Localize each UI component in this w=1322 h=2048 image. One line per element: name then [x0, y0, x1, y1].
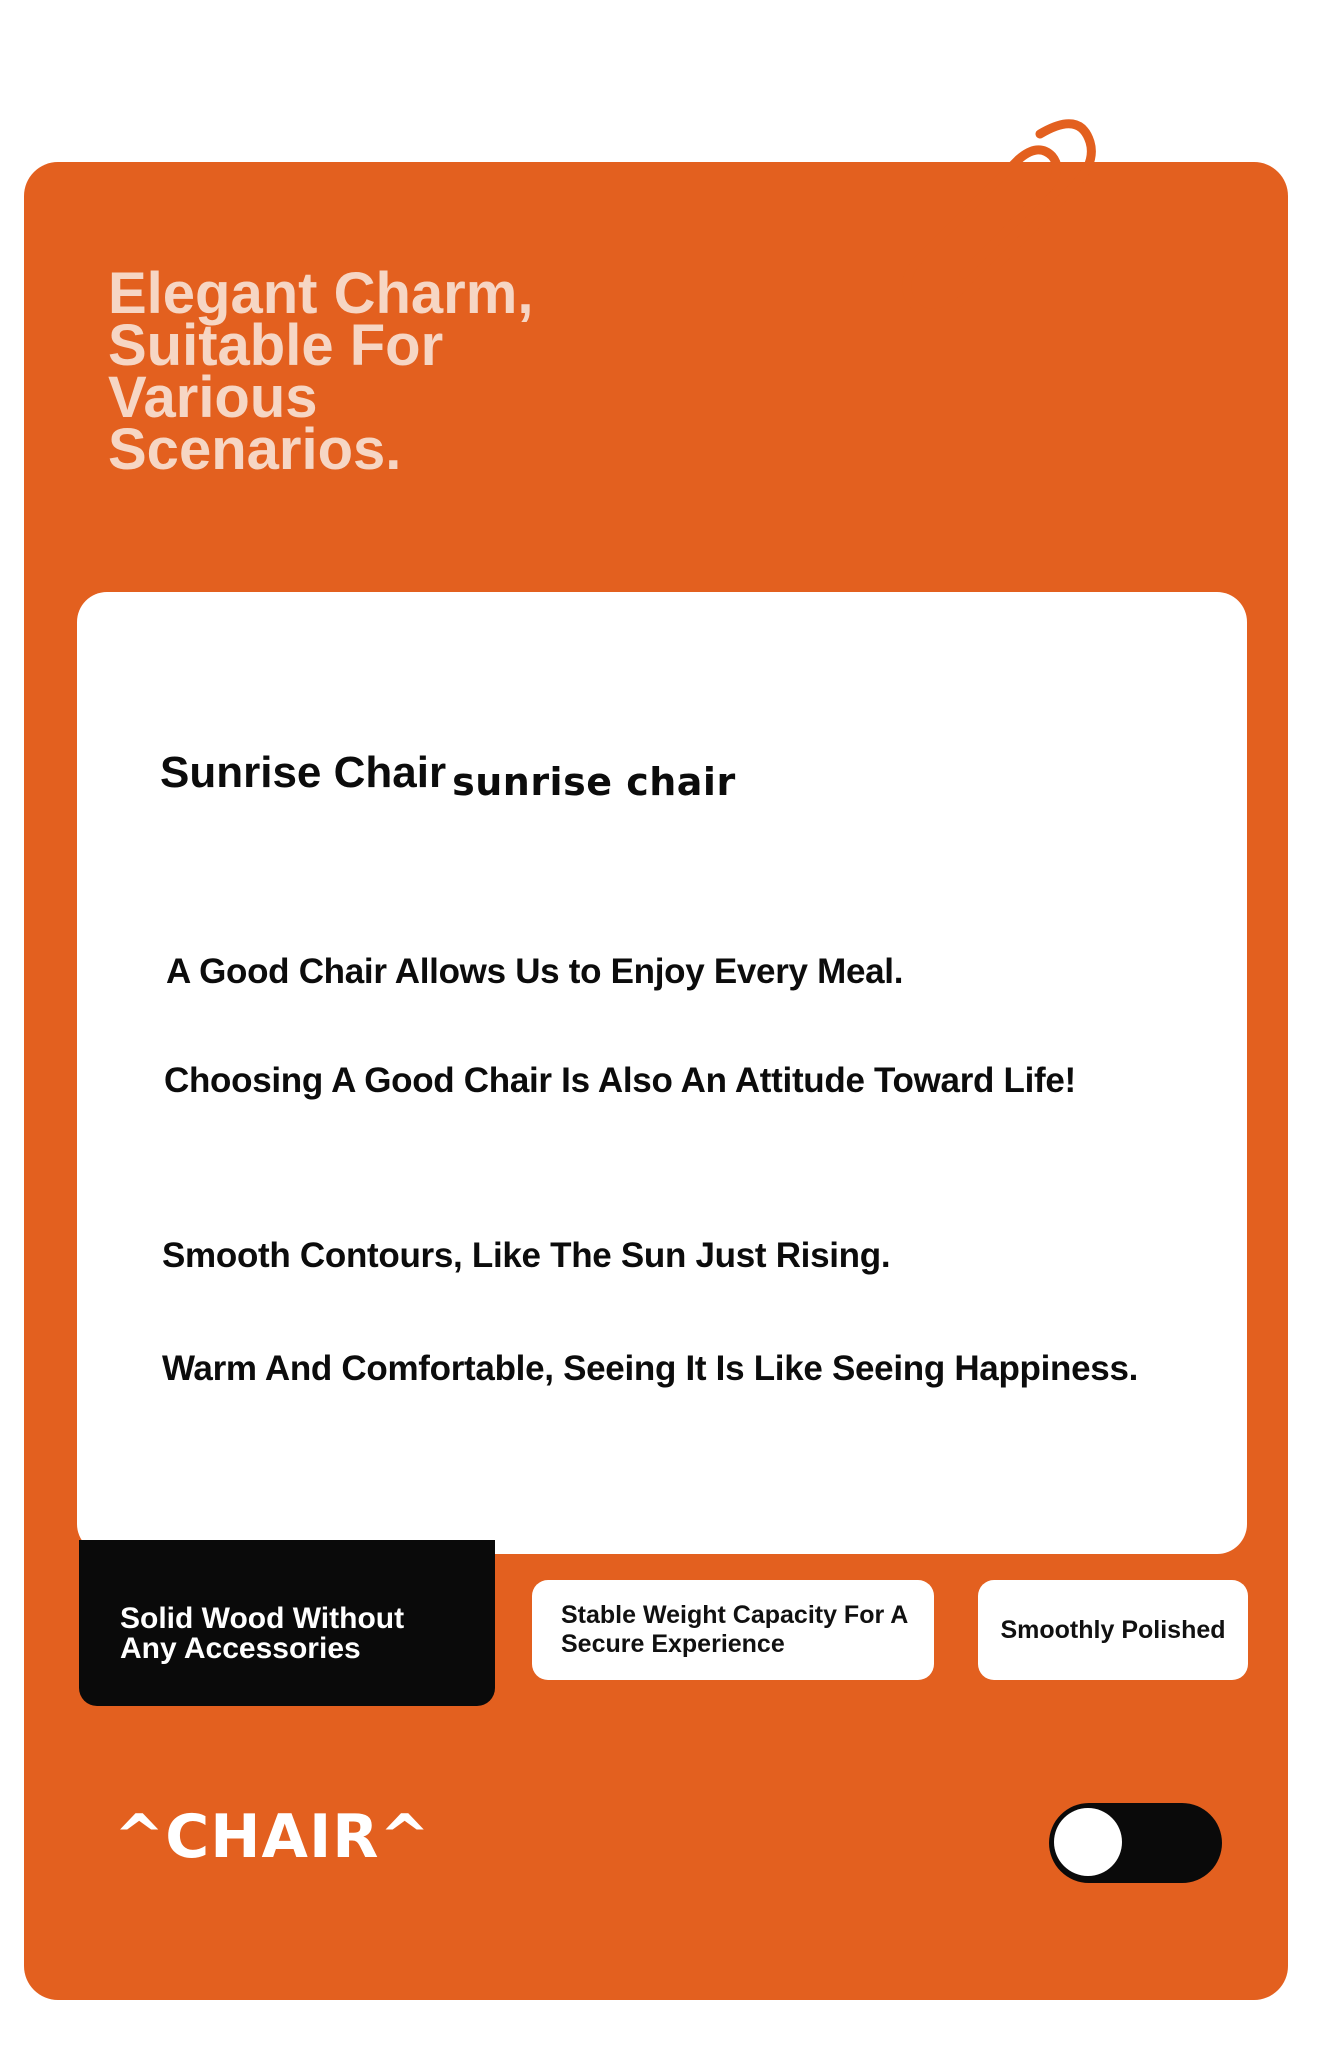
toggle-switch-icon[interactable]: [1049, 1803, 1222, 1883]
headline: [108, 261, 628, 482]
toggle-knob: [1054, 1808, 1122, 1876]
tagline: Smooth Contours, Like The Sun Just Rising.: [162, 1236, 891, 1275]
product-title: [160, 748, 736, 804]
product-title-sub: sunrise chair: [452, 760, 736, 804]
feature-tag-line: Secure Experience: [561, 1630, 785, 1658]
headline-line: Suitable For: [108, 313, 444, 378]
feature-tag-polished[interactable]: [978, 1580, 1248, 1680]
headline-line: Elegant Charm,: [108, 261, 534, 326]
feature-tag-line: Smoothly Polished: [1000, 1615, 1226, 1644]
feature-tag-text: [561, 1601, 908, 1659]
feature-tag-solid-wood[interactable]: [79, 1540, 495, 1706]
paperclip-icon: [890, 112, 1110, 312]
tagline: Choosing A Good Chair Is Also An Attitude Toward Life!: [164, 1061, 1076, 1100]
feature-tag-text: [120, 1604, 404, 1664]
feature-tag-weight-capacity[interactable]: [532, 1580, 934, 1680]
feature-tag-line: Stable Weight Capacity For A: [561, 1601, 909, 1629]
headline-line: Various: [108, 365, 318, 430]
brand-logo: ^CHAIR^: [114, 1802, 431, 1872]
product-title-main: Sunrise Chair: [160, 748, 447, 797]
feature-tag-line: Any Accessories: [120, 1632, 361, 1665]
feature-tag-line: Solid Wood Without: [120, 1602, 405, 1635]
headline-line: Scenarios.: [108, 417, 402, 482]
tagline: A Good Chair Allows Us to Enjoy Every Meal.: [166, 952, 904, 991]
tagline: Warm And Comfortable, Seeing It Is Like Seeing Happiness.: [162, 1349, 1139, 1388]
